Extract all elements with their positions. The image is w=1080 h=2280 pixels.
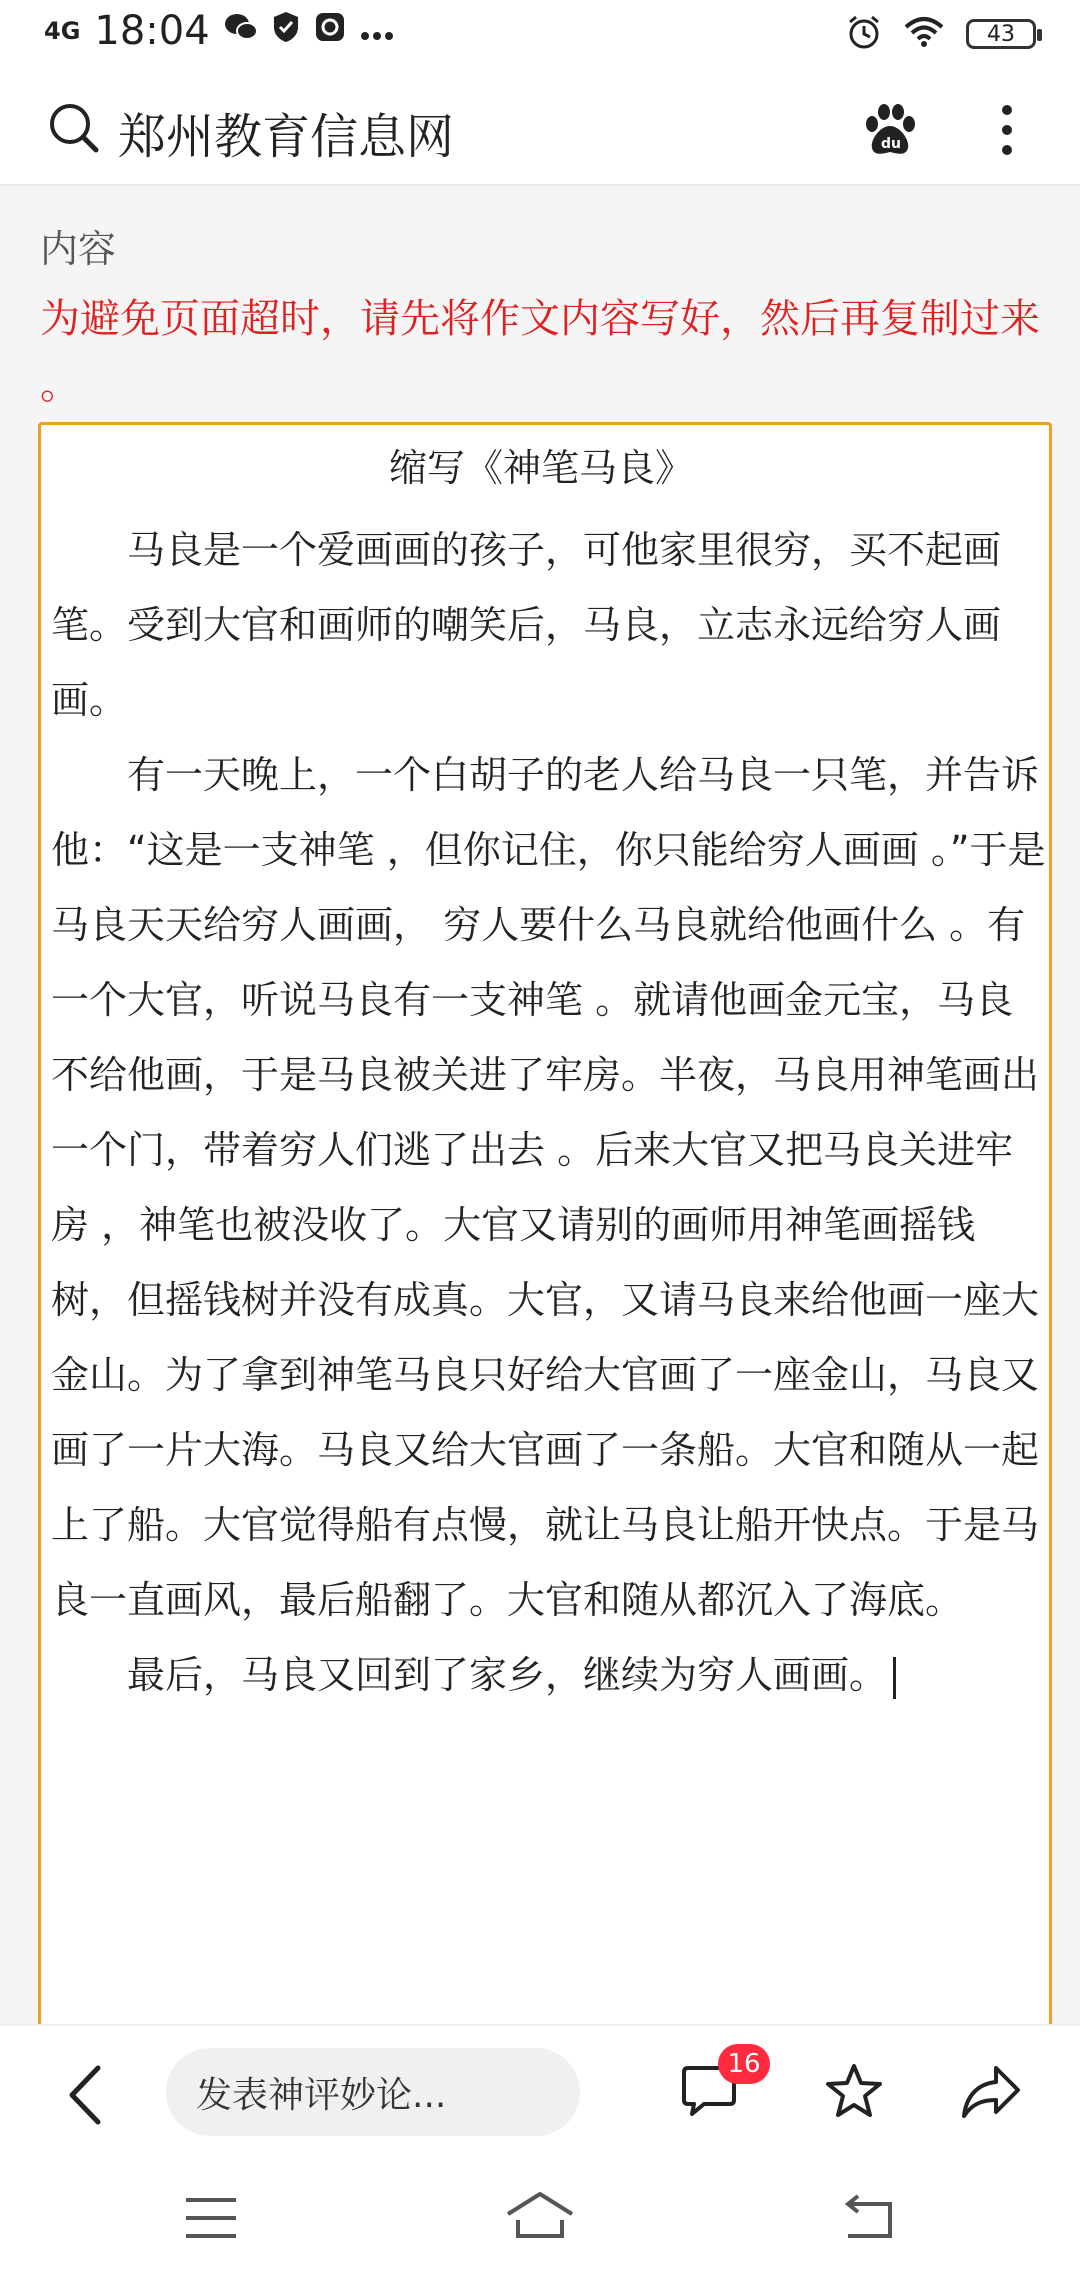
content-label: 内容 [40,227,117,271]
chevron-left-icon[interactable] [64,2064,104,2126]
status-bar [0,0,1080,72]
essay-body[interactable] [51,513,1051,1713]
bottom-action-bar [0,2024,1080,2162]
comment-input[interactable] [166,2048,580,2136]
wechat-icon [224,12,258,50]
svg-text:du: du [881,136,901,152]
home-icon[interactable] [504,2190,576,2240]
essay-paragraph [51,1638,1051,1713]
timeout-warning: 为避免页面超时，请先将作文内容写好，然后再复制过来 。 [40,296,1040,408]
star-icon[interactable] [824,2062,884,2122]
status-left [44,8,394,54]
share-arrow-icon[interactable] [960,2062,1022,2122]
app-notification-icon [314,11,346,51]
essay-editor[interactable] [38,422,1052,2062]
wifi-icon [904,16,944,52]
signal-indicator: 4G [44,17,81,45]
essay-title: 缩写《神笔马良》 [388,446,693,490]
essay-paragraph: 马良是一个爱画画的孩子，可他家里很穷，买不起画笔。受到大官和画师的嘲笑后，马良，立志永远给穷人画画。 [51,528,1002,722]
top-bar [0,72,1080,186]
text-caret [893,1657,896,1699]
search-icon[interactable] [48,102,100,154]
baidu-paw-icon[interactable] [860,100,920,160]
essay-paragraph: 有一天晚上，一个白胡子的老人给马良一只笔，并告诉他：“这是一支神笔 ，但你记住，你只能给穷人画画 。”于是马良天天给穷人画画， 穷人要什么马良就给他画什么 。有一个大官，听说马良有一支神笔 。就请他画金元宝，马良不给他画，于是马良被关进了牢房。半夜，马良用神笔画出一个门，带着穷人们逃了出去 。后来大官又把马良关进牢房 ，神笔也被没收了。大官又请别的画师用神笔画摇钱树，但摇钱树并没有成真。大官，又请马良来给他画一座大金山。为了拿到神笔马良只好给大官画了一座金山，马良又画了一片大海。马良又给大官画了一条船。大官和随从一起上了船。大官觉得船有点慢，就让马良让船开快点。于是马良一直画风，最后船翻了。大官和随从都沉入了海底。 [51,753,1046,1622]
menu-icon[interactable] [184,2196,238,2240]
return-icon[interactable] [842,2194,894,2240]
status-right [846,14,1036,54]
more-notifications-icon [360,14,394,49]
battery-level: 43 [987,21,1015,47]
comment-placeholder: 发表神评妙论... [196,2074,447,2116]
system-nav-bar [0,2160,1080,2280]
alarm-icon [846,14,882,54]
shield-icon [272,11,300,51]
site-title[interactable]: 郑州教育信息网 [118,109,455,165]
battery-indicator [966,19,1036,49]
more-vertical-icon[interactable] [995,100,1019,160]
status-time: 18:04 [94,8,210,54]
comment-count-badge: 16 [718,2044,770,2084]
essay-paragraph-text: 最后，马良又回到了家乡，继续为穷人画画。 [127,1653,888,1697]
page-content [0,186,1080,2024]
